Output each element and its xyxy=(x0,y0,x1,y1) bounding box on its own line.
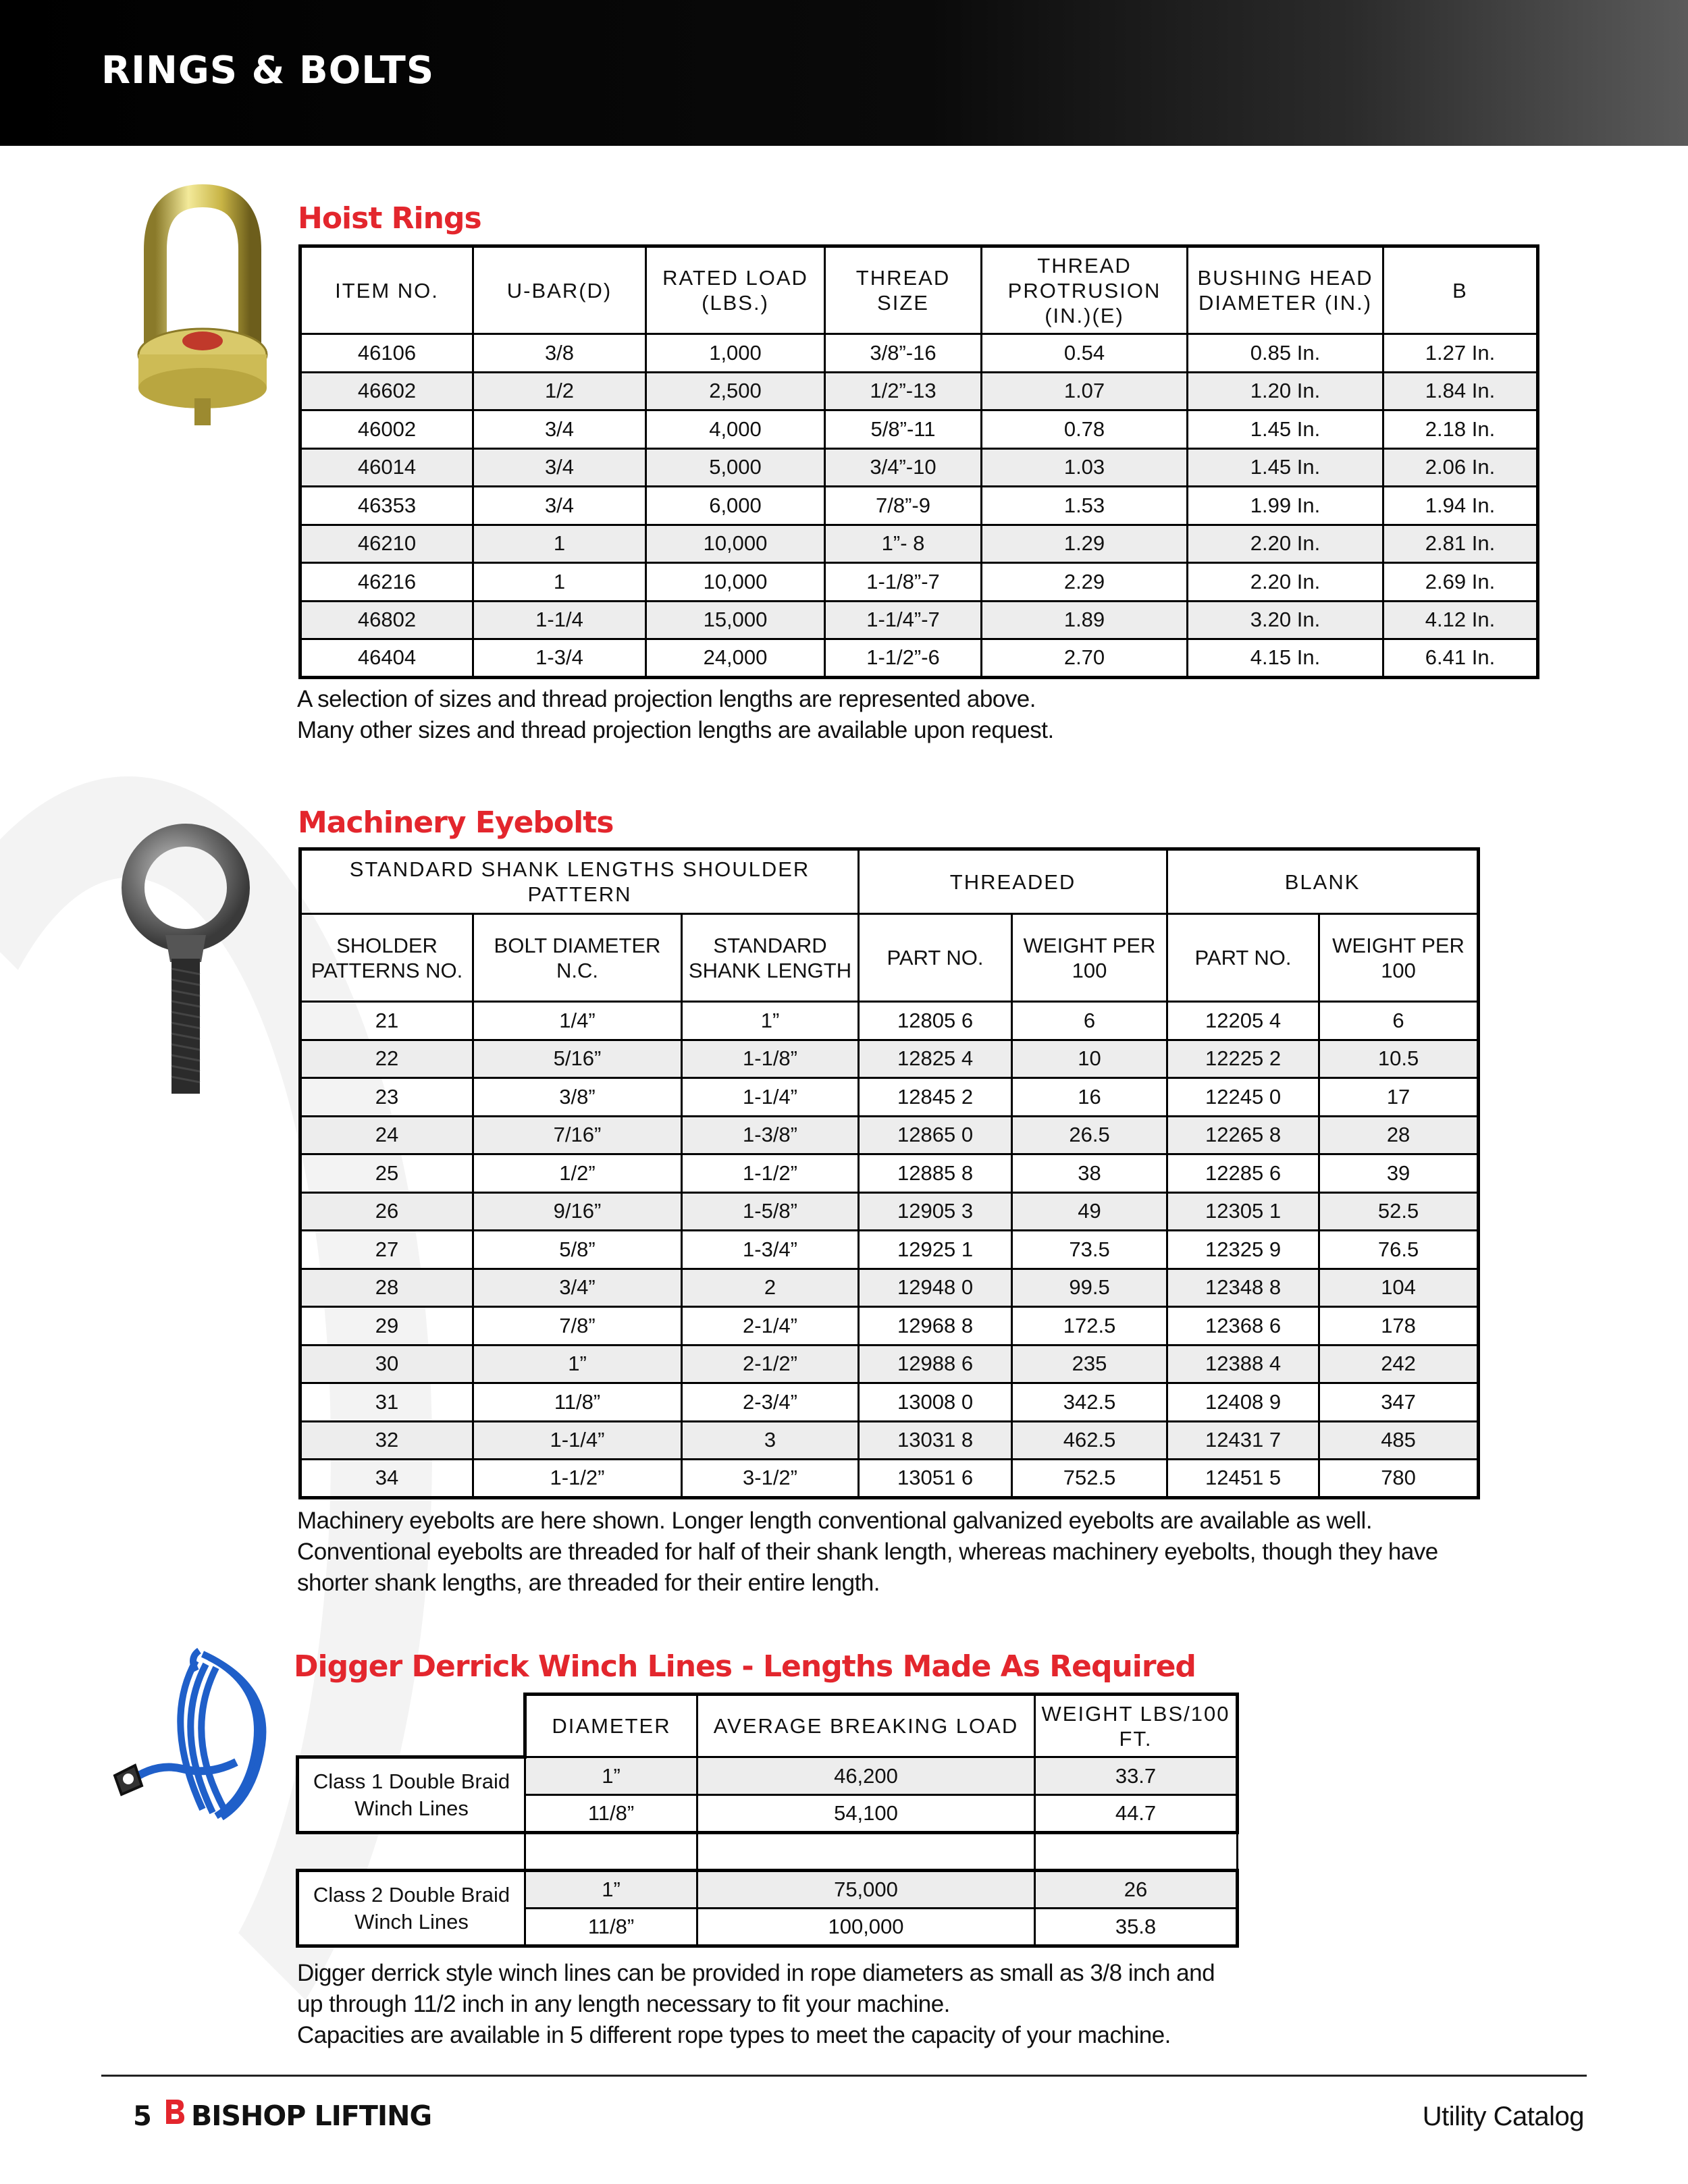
bishop-logo-icon xyxy=(165,2098,185,2125)
winch-note-1: Digger derrick style winch lines can be provided in rope diameters as small as 3/8 inch and xyxy=(297,1960,1215,1986)
col-header: BUSHING HEAD DIAMETER (IN.) xyxy=(1188,246,1383,334)
table-cell: 17 xyxy=(1319,1078,1479,1117)
winch-cell: 54,100 xyxy=(697,1795,1035,1833)
table-cell: 52.5 xyxy=(1319,1192,1479,1231)
winch-cell: 26 xyxy=(1035,1871,1238,1909)
table-cell: 2.20 In. xyxy=(1188,563,1383,602)
table-cell: 10,000 xyxy=(646,563,825,602)
table-cell: 12905 3 xyxy=(859,1192,1012,1231)
table-cell: 9/16” xyxy=(473,1192,682,1231)
col-header: DIAMETER xyxy=(525,1695,697,1757)
table-cell: 12885 8 xyxy=(859,1154,1012,1193)
table-cell: 15,000 xyxy=(646,601,825,639)
eyebolts-note-1: Machinery eyebolts are here shown. Longer length conventional galvanized eyebolts are available as well. xyxy=(297,1508,1373,1534)
winch-spacer xyxy=(525,1833,697,1871)
group-header-blank: BLANK xyxy=(1167,849,1479,914)
table-cell: 1.20 In. xyxy=(1188,372,1383,410)
page-title: RINGS & BOLTS xyxy=(101,49,435,92)
winch-cell: 44.7 xyxy=(1035,1795,1238,1833)
table-row xyxy=(300,601,1538,639)
table-cell: 1.29 xyxy=(982,525,1188,563)
table-cell: 1-1/4” xyxy=(473,1421,682,1460)
table-cell: 0.78 xyxy=(982,410,1188,449)
table-cell: 6.41 In. xyxy=(1383,639,1538,678)
table-cell: 2,500 xyxy=(646,372,825,410)
table-cell: 12348 8 xyxy=(1167,1269,1319,1307)
table-cell: 2-3/4” xyxy=(682,1383,859,1422)
table-cell: 39 xyxy=(1319,1154,1479,1193)
table-cell: 12968 8 xyxy=(859,1307,1012,1346)
table-cell: 1.27 In. xyxy=(1383,334,1538,373)
table-cell: 1.53 xyxy=(982,487,1188,525)
col-header: AVERAGE BREAKING LOAD xyxy=(697,1695,1035,1757)
table-cell: 485 xyxy=(1319,1421,1479,1460)
table-cell: 1-1/2”-6 xyxy=(825,639,982,678)
group-header-shoulder: STANDARD SHANK LENGTHS SHOULDER PATTERN xyxy=(300,849,859,914)
table-cell: 10 xyxy=(1012,1040,1167,1078)
table-cell: 23 xyxy=(300,1078,473,1117)
table-cell: 76.5 xyxy=(1319,1231,1479,1269)
table-cell: 46602 xyxy=(300,372,473,410)
table-cell: 24 xyxy=(300,1116,473,1154)
col-header: SHOLDER PATTERNS NO. xyxy=(300,914,473,1002)
table-cell: 12245 0 xyxy=(1167,1078,1319,1117)
table-cell: 12265 8 xyxy=(1167,1116,1319,1154)
table-cell: 1”- 8 xyxy=(825,525,982,563)
table-cell: 28 xyxy=(300,1269,473,1307)
table-cell: 21 xyxy=(300,1002,473,1040)
page-number: 5 xyxy=(133,2101,152,2132)
table-cell: 5/8”-11 xyxy=(825,410,982,449)
table-cell: 12431 7 xyxy=(1167,1421,1319,1460)
table-cell: 46216 xyxy=(300,563,473,602)
table-cell: 30 xyxy=(300,1345,473,1383)
table-cell: 6,000 xyxy=(646,487,825,525)
table-cell: 1 xyxy=(473,525,646,563)
table-cell: 3/4”-10 xyxy=(825,448,982,487)
winch-line-image xyxy=(101,1641,290,1830)
table-cell: 2.29 xyxy=(982,563,1188,602)
table-cell: 29 xyxy=(300,1307,473,1346)
table-row xyxy=(300,1116,1479,1154)
table-cell: 46014 xyxy=(300,448,473,487)
table-cell: 12325 9 xyxy=(1167,1231,1319,1269)
table-cell: 12225 2 xyxy=(1167,1040,1319,1078)
table-cell: 1-3/8” xyxy=(682,1116,859,1154)
table-cell: 1-3/4 xyxy=(473,639,646,678)
table-cell: 46353 xyxy=(300,487,473,525)
col-header: PART NO. xyxy=(859,914,1012,1002)
col-header: B xyxy=(1383,246,1538,334)
table-cell: 1-3/4” xyxy=(682,1231,859,1269)
table-row xyxy=(300,639,1538,678)
winch-spacer xyxy=(697,1833,1035,1871)
winch-cell: 11/8” xyxy=(525,1909,697,1946)
table-cell: 2.81 In. xyxy=(1383,525,1538,563)
col-header: WEIGHT LBS/100 FT. xyxy=(1035,1695,1238,1757)
table-cell: 1-5/8” xyxy=(682,1192,859,1231)
table-cell: 28 xyxy=(1319,1116,1479,1154)
table-cell: 2.20 In. xyxy=(1188,525,1383,563)
table-cell: 12988 6 xyxy=(859,1345,1012,1383)
table-cell: 46106 xyxy=(300,334,473,373)
winch-title: Digger Derrick Winch Lines - Lengths Made As Required xyxy=(294,1649,1196,1684)
table-cell: 1 xyxy=(473,563,646,602)
table-cell: 3/4 xyxy=(473,448,646,487)
table-cell: 1-1/4” xyxy=(682,1078,859,1117)
table-row xyxy=(300,1460,1479,1498)
table-cell: 2.70 xyxy=(982,639,1188,678)
table-row xyxy=(300,1078,1479,1117)
table-cell: 104 xyxy=(1319,1269,1479,1307)
table-cell: 1.99 In. xyxy=(1188,487,1383,525)
table-cell: 25 xyxy=(300,1154,473,1193)
table-cell: 12865 0 xyxy=(859,1116,1012,1154)
table-cell: 0.54 xyxy=(982,334,1188,373)
winch-spacer xyxy=(1035,1833,1238,1871)
winch-cell: 46,200 xyxy=(697,1757,1035,1795)
table-cell: 12825 4 xyxy=(859,1040,1012,1078)
col-header: THREAD PROTRUSION (IN.)(E) xyxy=(982,246,1188,334)
winch-cell: 35.8 xyxy=(1035,1909,1238,1946)
table-cell: 178 xyxy=(1319,1307,1479,1346)
table-cell: 235 xyxy=(1012,1345,1167,1383)
table-cell: 1” xyxy=(473,1345,682,1383)
table-cell: 32 xyxy=(300,1421,473,1460)
table-cell: 462.5 xyxy=(1012,1421,1167,1460)
winch-cell: 75,000 xyxy=(697,1871,1035,1909)
table-cell: 13051 6 xyxy=(859,1460,1012,1498)
table-cell: 2.18 In. xyxy=(1383,410,1538,449)
table-cell: 12925 1 xyxy=(859,1231,1012,1269)
table-cell: 7/8” xyxy=(473,1307,682,1346)
table-row xyxy=(300,563,1538,602)
table-cell: 5,000 xyxy=(646,448,825,487)
table-cell: 3-1/2” xyxy=(682,1460,859,1498)
winch-note-3: Capacities are available in 5 different rope types to meet the capacity of your machine. xyxy=(297,2022,1171,2048)
table-cell: 46404 xyxy=(300,639,473,678)
class1-label: Class 1 Double Braid Winch Lines xyxy=(298,1757,525,1833)
table-cell: 5/16” xyxy=(473,1040,682,1078)
table-cell: 1.89 xyxy=(982,601,1188,639)
table-cell: 12451 5 xyxy=(1167,1460,1319,1498)
winch-note-2: up through 11/2 inch in any length necessary to fit your machine. xyxy=(297,1991,950,2017)
winch-cell: 1” xyxy=(525,1757,697,1795)
table-cell: 1/2”-13 xyxy=(825,372,982,410)
table-cell: 1.45 In. xyxy=(1188,410,1383,449)
table-cell: 22 xyxy=(300,1040,473,1078)
table-cell: 2-1/2” xyxy=(682,1345,859,1383)
table-cell: 6 xyxy=(1012,1002,1167,1040)
table-cell: 13031 8 xyxy=(859,1421,1012,1460)
hoist-ring-image xyxy=(115,176,277,432)
table-cell: 12805 6 xyxy=(859,1002,1012,1040)
table-cell: 1-1/4”-7 xyxy=(825,601,982,639)
table-cell: 0.85 In. xyxy=(1188,334,1383,373)
table-cell: 1,000 xyxy=(646,334,825,373)
table-cell: 7/16” xyxy=(473,1116,682,1154)
table-cell: 242 xyxy=(1319,1345,1479,1383)
table-cell: 1/2” xyxy=(473,1154,682,1193)
table-cell: 1.94 In. xyxy=(1383,487,1538,525)
table-cell: 2.69 In. xyxy=(1383,563,1538,602)
col-header: STANDARD SHANK LENGTH xyxy=(682,914,859,1002)
table-cell: 1-1/4 xyxy=(473,601,646,639)
table-cell: 49 xyxy=(1012,1192,1167,1231)
table-row xyxy=(300,1421,1479,1460)
table-cell: 10.5 xyxy=(1319,1040,1479,1078)
table-cell: 34 xyxy=(300,1460,473,1498)
footer-divider xyxy=(101,2075,1587,2077)
table-cell: 1.45 In. xyxy=(1188,448,1383,487)
hoist-rings-title: Hoist Rings xyxy=(298,201,481,236)
table-row xyxy=(300,410,1538,449)
table-cell: 1.03 xyxy=(982,448,1188,487)
table-cell: 31 xyxy=(300,1383,473,1422)
table-cell: 7/8”-9 xyxy=(825,487,982,525)
table-cell: 12388 4 xyxy=(1167,1345,1319,1383)
table-cell: 1.07 xyxy=(982,372,1188,410)
col-header: BOLT DIAMETER N.C. xyxy=(473,914,682,1002)
table-cell: 46002 xyxy=(300,410,473,449)
table-cell: 2-1/4” xyxy=(682,1307,859,1346)
table-cell: 12368 6 xyxy=(1167,1307,1319,1346)
table-cell: 3/8” xyxy=(473,1078,682,1117)
table-cell: 1” xyxy=(682,1002,859,1040)
col-header: WEIGHT PER 100 xyxy=(1319,914,1479,1002)
table-row xyxy=(300,1231,1479,1269)
table-row xyxy=(300,1269,1479,1307)
table-cell: 99.5 xyxy=(1012,1269,1167,1307)
table-cell: 46210 xyxy=(300,525,473,563)
hoist-note-2: Many other sizes and thread projection lengths are available upon request. xyxy=(297,717,1054,743)
table-cell: 12948 0 xyxy=(859,1269,1012,1307)
eyebolts-note-3: shorter shank lengths, are threaded for their entire length. xyxy=(297,1570,880,1596)
col-header: ITEM NO. xyxy=(300,246,473,334)
table-cell: 4.12 In. xyxy=(1383,601,1538,639)
table-cell: 2.06 In. xyxy=(1383,448,1538,487)
table-cell: 73.5 xyxy=(1012,1231,1167,1269)
table-cell: 13008 0 xyxy=(859,1383,1012,1422)
table-cell: 3/4” xyxy=(473,1269,682,1307)
table-row xyxy=(300,1345,1479,1383)
table-row xyxy=(300,1040,1479,1078)
eyebolts-table xyxy=(298,847,1480,1499)
eyebolts-title: Machinery Eyebolts xyxy=(298,805,614,840)
col-header: U-BAR(D) xyxy=(473,246,646,334)
table-cell: 46802 xyxy=(300,601,473,639)
table-cell: 1.84 In. xyxy=(1383,372,1538,410)
table-cell: 2 xyxy=(682,1269,859,1307)
table-cell: 24,000 xyxy=(646,639,825,678)
table-cell: 11/8” xyxy=(473,1383,682,1422)
table-cell: 3/8”-16 xyxy=(825,334,982,373)
table-cell: 1/2 xyxy=(473,372,646,410)
table-cell: 347 xyxy=(1319,1383,1479,1422)
winch-cell: 11/8” xyxy=(525,1795,697,1833)
group-header-threaded: THREADED xyxy=(859,849,1167,914)
hoist-rings-table xyxy=(298,244,1539,679)
table-cell: 3.20 In. xyxy=(1188,601,1383,639)
table-cell: 4,000 xyxy=(646,410,825,449)
table-row xyxy=(300,487,1538,525)
table-cell: 6 xyxy=(1319,1002,1479,1040)
table-cell: 780 xyxy=(1319,1460,1479,1498)
table-cell: 12845 2 xyxy=(859,1078,1012,1117)
col-header: RATED LOAD (LBS.) xyxy=(646,246,825,334)
eyebolts-note-2: Conventional eyebolts are threaded for half of their shank length, whereas machinery eyebolts, though they have xyxy=(297,1539,1438,1565)
table-cell: 3 xyxy=(682,1421,859,1460)
table-row xyxy=(300,1154,1479,1193)
winch-cell: 1” xyxy=(525,1871,697,1909)
brand-name: BISHOP LIFTING xyxy=(191,2100,432,2132)
table-row xyxy=(300,1002,1479,1040)
table-cell: 38 xyxy=(1012,1154,1167,1193)
col-header: THREAD SIZE xyxy=(825,246,982,334)
table-cell: 12285 6 xyxy=(1167,1154,1319,1193)
table-cell: 12305 1 xyxy=(1167,1192,1319,1231)
col-header: PART NO. xyxy=(1167,914,1319,1002)
table-row xyxy=(300,372,1538,410)
table-cell: 1-1/2” xyxy=(473,1460,682,1498)
table-cell: 3/4 xyxy=(473,410,646,449)
eyebolt-image xyxy=(122,820,250,1104)
table-cell: 12205 4 xyxy=(1167,1002,1319,1040)
table-cell: 12408 9 xyxy=(1167,1383,1319,1422)
hoist-note-1: A selection of sizes and thread projection lengths are represented above. xyxy=(297,686,1036,712)
table-cell: 10,000 xyxy=(646,525,825,563)
table-cell: 4.15 In. xyxy=(1188,639,1383,678)
table-cell: 1-1/8” xyxy=(682,1040,859,1078)
table-cell: 5/8” xyxy=(473,1231,682,1269)
table-cell: 3/8 xyxy=(473,334,646,373)
table-row xyxy=(300,1383,1479,1422)
table-cell: 16 xyxy=(1012,1078,1167,1117)
table-row xyxy=(300,334,1538,373)
page-header xyxy=(0,0,1688,146)
winch-cell: 33.7 xyxy=(1035,1757,1238,1795)
winch-table xyxy=(296,1693,1239,1948)
table-cell: 3/4 xyxy=(473,487,646,525)
table-cell: 1-1/8”-7 xyxy=(825,563,982,602)
class2-label: Class 2 Double Braid Winch Lines xyxy=(298,1871,525,1946)
table-row xyxy=(300,448,1538,487)
table-cell: 172.5 xyxy=(1012,1307,1167,1346)
table-cell: 26 xyxy=(300,1192,473,1231)
table-row xyxy=(300,525,1538,563)
table-cell: 26.5 xyxy=(1012,1116,1167,1154)
table-cell: 1/4” xyxy=(473,1002,682,1040)
table-cell: 752.5 xyxy=(1012,1460,1167,1498)
col-header: WEIGHT PER 100 xyxy=(1012,914,1167,1002)
table-row xyxy=(300,1307,1479,1346)
table-cell: 27 xyxy=(300,1231,473,1269)
table-cell: 342.5 xyxy=(1012,1383,1167,1422)
catalog-name: Utility Catalog xyxy=(1422,2102,1584,2131)
table-row xyxy=(300,1192,1479,1231)
winch-cell: 100,000 xyxy=(697,1909,1035,1946)
table-cell: 1-1/2” xyxy=(682,1154,859,1193)
